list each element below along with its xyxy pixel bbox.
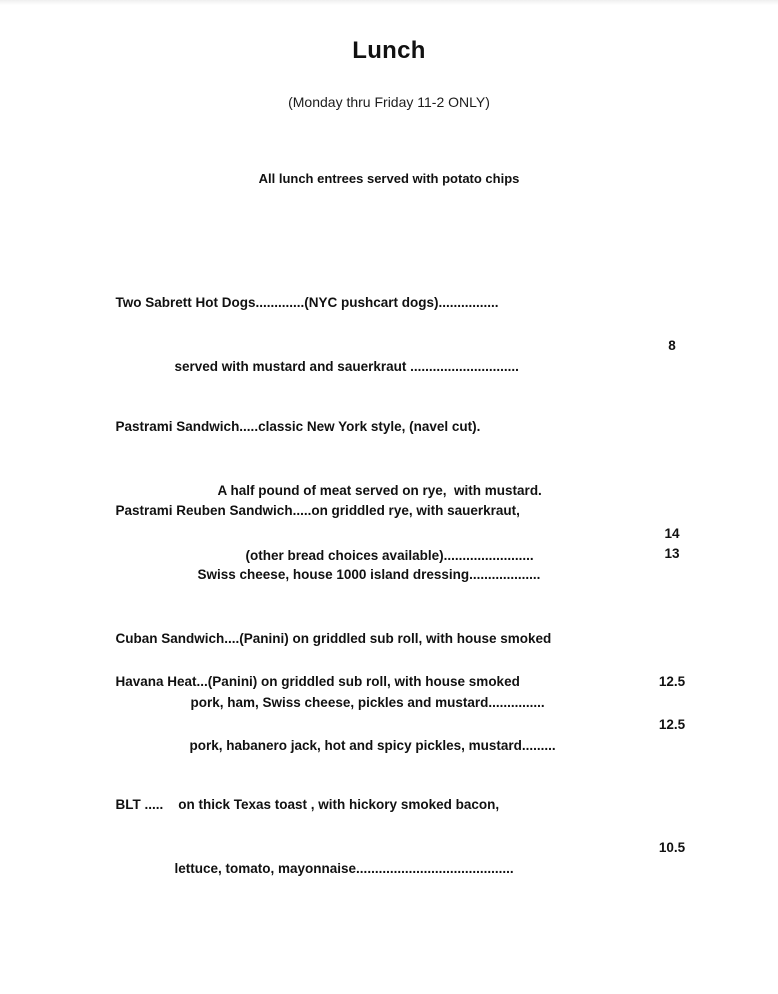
item-price: 14 [664,526,680,541]
item-price: 12.5 [658,673,686,689]
menu-line [0,478,778,543]
menu-line-text: lettuce, tomato, mayonnaise.......................................... [174,861,514,876]
item-price: 12.5 [658,716,686,732]
menu-line-text: Pastrami Reuben Sandwich.....on griddled rye, with sauerkraut, [115,502,520,518]
menu-item-blt [0,772,778,923]
menu-line [0,772,778,837]
menu-line-text: pork, habanero jack, hot and spicy pickles, mustard......... [189,738,556,753]
menu-line-text: A half pound of meat served on rye, with mustard. [217,483,542,498]
item-price: 10.5 [658,839,686,855]
menu-hours-subtitle: (Monday thru Friday 11-2 ONLY) [288,94,490,110]
menu-line-text: Cuban Sandwich....(Panini) on griddled sub roll, with house smoked [115,630,552,646]
menu-line-text: pork, ham, Swiss cheese, pickles and mustard............... [190,695,545,710]
menu-line [0,649,778,714]
menu-line-text: Pastrami Sandwich.....classic New York style, (navel cut). [115,418,481,434]
menu-line-text: served with mustard and sauerkraut ............................. [174,359,519,374]
menu-tagline: All lunch entrees served with potato chips [258,171,520,186]
item-price: 8 [668,337,676,353]
menu-line-text: Two Sabrett Hot Dogs.............(NYC pushcart dogs)................ [115,294,499,310]
menu-line [0,270,778,335]
page-top-edge [0,0,778,5]
page-title: Lunch [352,37,426,64]
menu-line [0,837,778,923]
item-price: 13 [664,545,680,561]
menu-line-text: Havana Heat...(Panini) on griddled sub roll, with house smoked [115,673,520,689]
menu-line-text: Swiss cheese, house 1000 island dressing................... [197,567,541,582]
menu-line-text: BLT ..... on thick Texas toast , with hickory smoked bacon, [115,796,500,812]
menu-line-text: (other bread choices available)........................ [245,547,534,563]
menu-line [0,394,778,459]
